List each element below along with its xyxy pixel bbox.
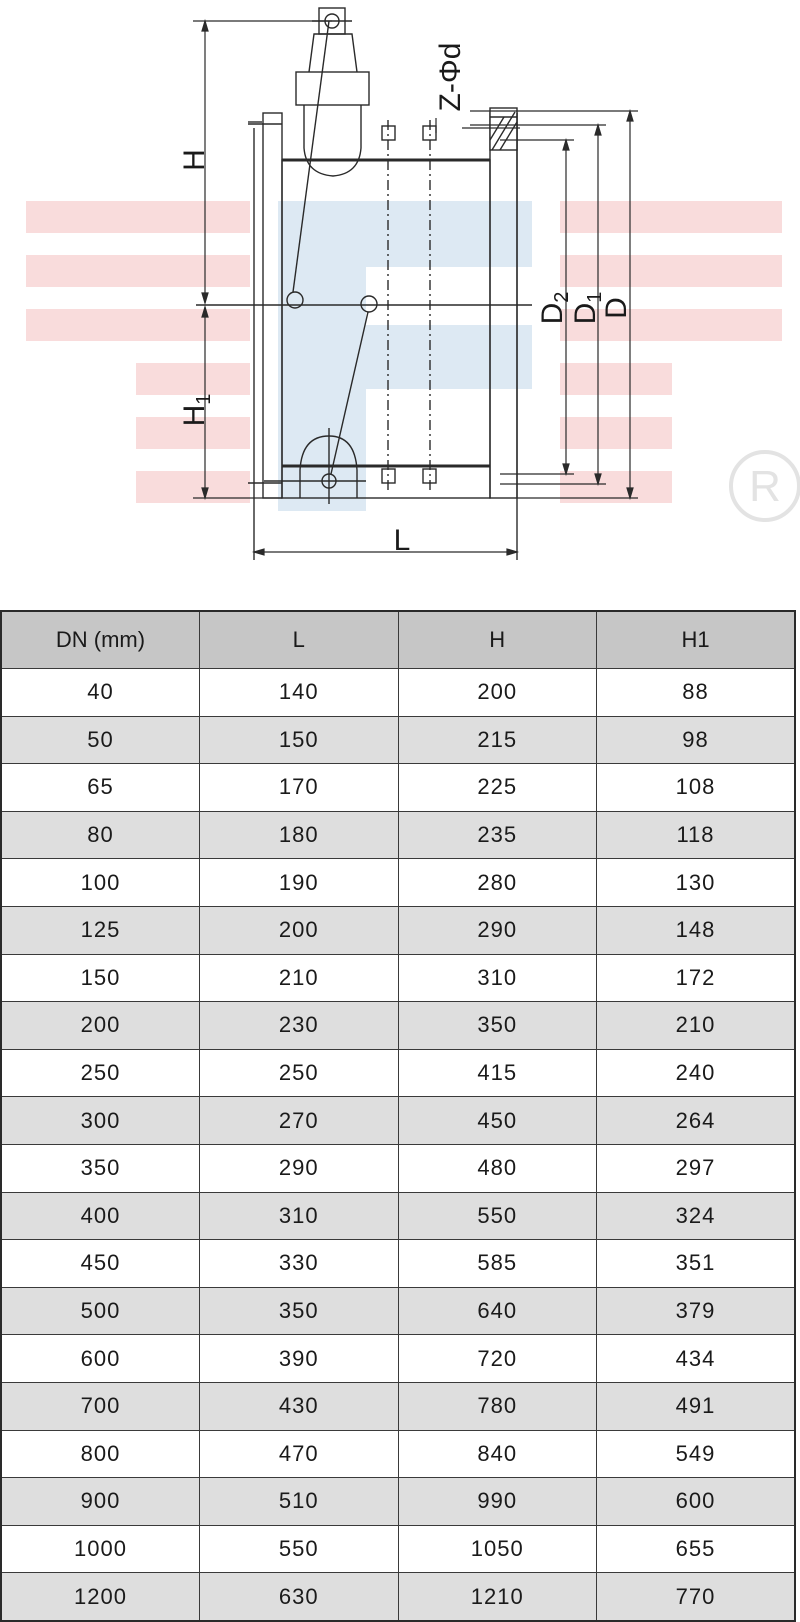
table-row xyxy=(1,1525,795,1573)
cell-h: 550 xyxy=(398,1192,597,1240)
cell-l: 140 xyxy=(200,669,399,717)
cell-h1: 297 xyxy=(597,1144,796,1192)
cell-h: 1050 xyxy=(398,1525,597,1573)
label-d2-sub: 2 xyxy=(551,291,573,303)
cell-dn: 800 xyxy=(1,1430,200,1478)
table-row xyxy=(1,1382,795,1430)
cell-h: 310 xyxy=(398,954,597,1002)
svg-text:H1 xyxy=(178,394,215,427)
cell-dn: 200 xyxy=(1,1002,200,1050)
cell-h: 450 xyxy=(398,1097,597,1145)
table-row xyxy=(1,1573,795,1621)
cell-dn: 300 xyxy=(1,1097,200,1145)
svg-text:R: R xyxy=(749,462,781,511)
cell-l: 200 xyxy=(200,906,399,954)
cell-l: 250 xyxy=(200,1049,399,1097)
cell-dn: 350 xyxy=(1,1144,200,1192)
valve-technical-drawing xyxy=(0,0,800,560)
cell-dn: 450 xyxy=(1,1240,200,1288)
cell-h: 480 xyxy=(398,1144,597,1192)
cell-l: 150 xyxy=(200,716,399,764)
cell-h: 225 xyxy=(398,764,597,812)
cell-h: 235 xyxy=(398,811,597,859)
table-row xyxy=(1,1144,795,1192)
cell-h1: 108 xyxy=(597,764,796,812)
table-row xyxy=(1,716,795,764)
table-row xyxy=(1,1430,795,1478)
cell-h1: 379 xyxy=(597,1287,796,1335)
cell-h1: 240 xyxy=(597,1049,796,1097)
cell-h: 840 xyxy=(398,1430,597,1478)
cell-h1: 491 xyxy=(597,1382,796,1430)
cell-h1: 148 xyxy=(597,906,796,954)
label-d: D xyxy=(600,297,633,319)
header-dn: DN (mm) xyxy=(1,611,200,669)
cell-dn: 900 xyxy=(1,1478,200,1526)
cell-dn: 65 xyxy=(1,764,200,812)
cell-l: 180 xyxy=(200,811,399,859)
cell-h: 215 xyxy=(398,716,597,764)
cell-dn: 150 xyxy=(1,954,200,1002)
svg-text:D2 xyxy=(536,292,573,325)
cell-dn: 100 xyxy=(1,859,200,907)
cell-h1: 655 xyxy=(597,1525,796,1573)
cell-h1: 172 xyxy=(597,954,796,1002)
cell-dn: 1200 xyxy=(1,1573,200,1621)
cell-h1: 549 xyxy=(597,1430,796,1478)
header-h: H xyxy=(398,611,597,669)
cell-dn: 50 xyxy=(1,716,200,764)
label-d1: D xyxy=(569,302,602,325)
header-l: L xyxy=(200,611,399,669)
cell-h1: 88 xyxy=(597,669,796,717)
label-h: H xyxy=(178,149,211,171)
cell-h: 415 xyxy=(398,1049,597,1097)
cell-l: 470 xyxy=(200,1430,399,1478)
cell-h1: 600 xyxy=(597,1478,796,1526)
label-d1-sub: 1 xyxy=(584,291,606,303)
table-row xyxy=(1,1478,795,1526)
cell-h1: 434 xyxy=(597,1335,796,1383)
cell-dn: 400 xyxy=(1,1192,200,1240)
table-header-row xyxy=(1,611,795,669)
table-row xyxy=(1,1097,795,1145)
cell-dn: 125 xyxy=(1,906,200,954)
label-h1-sub: 1 xyxy=(193,393,215,405)
cell-h: 280 xyxy=(398,859,597,907)
table-row xyxy=(1,764,795,812)
table-row xyxy=(1,1002,795,1050)
cell-dn: 40 xyxy=(1,669,200,717)
table-row xyxy=(1,906,795,954)
cell-h1: 130 xyxy=(597,859,796,907)
cell-l: 210 xyxy=(200,954,399,1002)
table-row xyxy=(1,1192,795,1240)
cell-dn: 80 xyxy=(1,811,200,859)
cell-dn: 500 xyxy=(1,1287,200,1335)
registered-trademark-icon xyxy=(731,452,799,520)
cell-l: 190 xyxy=(200,859,399,907)
cell-l: 630 xyxy=(200,1573,399,1621)
cell-l: 290 xyxy=(200,1144,399,1192)
cell-l: 230 xyxy=(200,1002,399,1050)
table-row xyxy=(1,1049,795,1097)
table-row xyxy=(1,811,795,859)
cell-l: 550 xyxy=(200,1525,399,1573)
table-row xyxy=(1,1240,795,1288)
cell-h: 350 xyxy=(398,1002,597,1050)
cell-h1: 351 xyxy=(597,1240,796,1288)
cell-h1: 118 xyxy=(597,811,796,859)
label-l: L xyxy=(393,524,411,557)
label-d2: D xyxy=(536,302,569,325)
cell-l: 270 xyxy=(200,1097,399,1145)
cell-h1: 324 xyxy=(597,1192,796,1240)
table-row xyxy=(1,1335,795,1383)
cell-h1: 210 xyxy=(597,1002,796,1050)
cell-l: 510 xyxy=(200,1478,399,1526)
cell-h1: 770 xyxy=(597,1573,796,1621)
label-h1: H xyxy=(178,404,211,427)
cell-dn: 600 xyxy=(1,1335,200,1383)
cell-l: 170 xyxy=(200,764,399,812)
cell-h: 585 xyxy=(398,1240,597,1288)
cell-h: 990 xyxy=(398,1478,597,1526)
cell-dn: 700 xyxy=(1,1382,200,1430)
cell-h: 1210 xyxy=(398,1573,597,1621)
table-row xyxy=(1,954,795,1002)
cell-dn: 250 xyxy=(1,1049,200,1097)
label-bolt-holes: Z-Φd xyxy=(434,42,467,112)
cell-h: 290 xyxy=(398,906,597,954)
cell-h: 200 xyxy=(398,669,597,717)
table-row xyxy=(1,1287,795,1335)
cell-l: 430 xyxy=(200,1382,399,1430)
cell-h: 780 xyxy=(398,1382,597,1430)
dimension-spec-table xyxy=(0,610,796,1622)
cell-h1: 98 xyxy=(597,716,796,764)
cell-l: 310 xyxy=(200,1192,399,1240)
table-row xyxy=(1,859,795,907)
cell-l: 390 xyxy=(200,1335,399,1383)
cell-h: 640 xyxy=(398,1287,597,1335)
header-h1: H1 xyxy=(597,611,796,669)
cell-l: 330 xyxy=(200,1240,399,1288)
cell-h: 720 xyxy=(398,1335,597,1383)
table-row xyxy=(1,669,795,717)
cell-h1: 264 xyxy=(597,1097,796,1145)
cell-l: 350 xyxy=(200,1287,399,1335)
cell-dn: 1000 xyxy=(1,1525,200,1573)
